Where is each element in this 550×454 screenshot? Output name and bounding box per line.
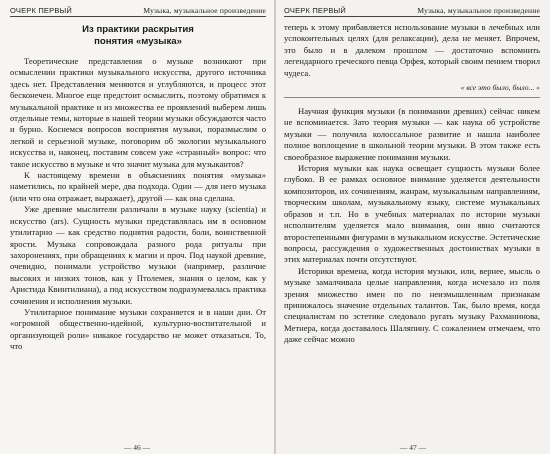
chapter-label: ОЧЕРК ПЕРВЫЙ xyxy=(284,6,346,15)
section-heading xyxy=(10,24,266,48)
page-number-left: — 46 — xyxy=(123,443,151,452)
right-body-text-top xyxy=(284,22,540,79)
left-body-text xyxy=(10,56,266,353)
chapter-label: ОЧЕРК ПЕРВЫЙ xyxy=(10,6,72,15)
paragraph: Утилитарное понимание музыки сохраняется и в наши дни. От «огромной общественно-идейной, культурно-воспитательной и организующей роли» никакое государство не может отказаться. То, что xyxy=(10,306,266,352)
paragraph: теперь к этому прибавляется использование музыки в лечебных или успокоительных целях (для релаксации), дела не меняет. Впрочем, это было и в далеком прошлом — достаточно вспомнить легендарного греческого певца Орфея, который своим пением творил чудеса. xyxy=(284,22,540,78)
running-head-right xyxy=(284,6,540,17)
right-body-text xyxy=(284,106,540,346)
right-page xyxy=(276,0,550,454)
left-page xyxy=(0,0,274,454)
paragraph: Уже древние мыслители различали в музыке науку (scientia) и искусство (ars). Сущность музыки представлялась им в основном утилитарно — как средство поднятия радости, боли, воинственной ярости. Музыка сопровождала разного рода ритуалы при захоронениях, при обращениях к магии и проч. Под наукой древние, очевидно, понимали устройство музыки (например, различие высоких и низких тонов, как у Птолемея, знания о целом, как у Аристида Квинтилиана), а под искусством подразумевалась практика сочинения и исполнения музыки. xyxy=(10,204,266,306)
section-subject: Музыка, музыкальное произведение xyxy=(143,6,266,15)
section-divider xyxy=(284,97,540,98)
section-heading-line-1: Из практики раскрытия xyxy=(82,24,194,35)
section-heading-line-2: понятия «музыка» xyxy=(94,36,182,47)
paragraph: Теоретические представления о музыке возникают при осмыслении практики музыкального искусства, другого источника здесь нет. Представления меняются и углубляются, и процесс этот бесконечен. Многое еще предстоит осмыслить, поэтому обратимся к музыкальной практике и из множества ее проявлений выберем лишь отдельные темы, которые в нашей теории музыки обсуждаются часто и бурно. Коснемся вопросов восприятия музыки, поразмыслим о легкой и серьезной музыке, поговорим об экологии музыкального искусства и, наконец, поставим совсем уже «странный» вопрос: что такое искусство в музыке и что значит музыка для музыкантов? xyxy=(10,56,266,169)
running-head-left xyxy=(10,6,266,17)
inline-quote: « все это было, было... » xyxy=(460,83,540,93)
section-subject: Музыка, музыкальное произведение xyxy=(417,6,540,15)
paragraph: К настоящему времени в объяснениях понятия «музыка» наметились, по крайней мере, два подхода. Один — для него музыка (или что она отражает, выражает), другой — как она сделана. xyxy=(10,170,266,203)
paragraph: История музыки как наука освещает сущность музыки более глубоко. В ее рамках основное внимание уделяется деятельности композиторов, их сочинениям, жанрам, музыкальным направлениям, творческим школам, музыкальному языку, системе музыкальных образов и т.п. Но в учебных материалах по истории музыки исполнителям уделяется мало внимания, они явно считаются второстепенными фигурами в музыкальном искусстве. Эстетические вопросы, рассуждения о художественных достоинствах музыки в этих материалах почти отсутствуют. xyxy=(284,163,540,265)
paragraph: Историки времена, когда история музыки, или, вернее, мысль о музыке замалчивала целые направления, когда исчезало из поля зрения множество имен по по неизмышленным признакам принижалось значение отдельных талантов. Так, было время, когда специалистам по эстетике следовало ругать музыку Рахманинова, Метнера, когда доставалось Шаляпину. С сожалением отмечаем, что даже сейчас можно xyxy=(284,265,540,345)
paragraph: Научная функция музыки (в понимании древних) сейчас никем не вспоминается. Зато теория музыки — как наука об устройстве музыки — получила колоссальное развитие и нашла наиболее полное воплощение в школьной теории музыки. В этом также есть своеобразное выражение понимания музыки. xyxy=(284,106,540,162)
page-number-right: — 47 — xyxy=(399,443,427,452)
